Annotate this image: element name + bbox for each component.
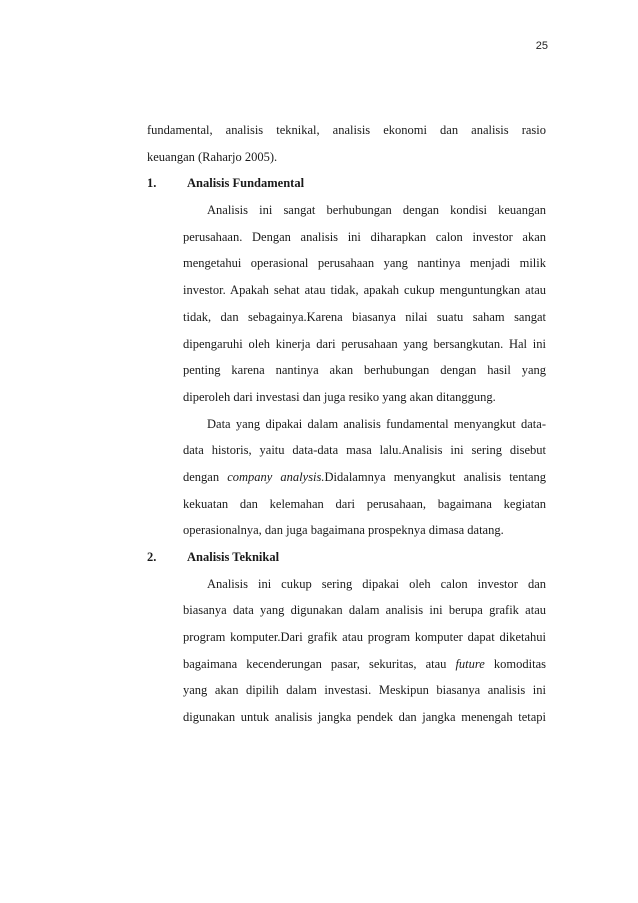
section-title: Analisis Teknikal bbox=[187, 550, 280, 564]
paragraph-line: program komputer.Dari grafik atau program komputer dapat diketahui bbox=[183, 630, 546, 645]
section-heading-1 bbox=[147, 170, 546, 197]
paragraph-line: tidak, dan sebagainya.Karena biasanya nilai suatu saham sangat bbox=[183, 309, 546, 324]
document-body bbox=[147, 117, 546, 731]
paragraph-line: dipengaruhi oleh kinerja dari perusahaan yang bersangkutan. Hal ini bbox=[183, 336, 546, 351]
paragraph-line: digunakan untuk analisis jangka pendek dan jangka menengah tetapi bbox=[183, 710, 546, 725]
paragraph-line: operasionalnya, dan juga bagaimana prospeknya dimasa datang. bbox=[183, 523, 504, 538]
intro-line: keuangan (Raharjo 2005). bbox=[147, 149, 278, 164]
paragraph-line: mengetahui operasional perusahaan yang nantinya menjadi milik bbox=[183, 256, 546, 271]
paragraph-line bbox=[147, 651, 546, 678]
paragraph-line bbox=[147, 464, 546, 491]
paragraph-line: biasanya data yang digunakan dalam analisis ini berupa grafik atau bbox=[183, 603, 546, 618]
paragraph-line: investor. Apakah sehat atau tidak, apakah cukup menguntungkan atau bbox=[183, 283, 546, 298]
paragraph-line: diperoleh dari investasi dan juga resiko yang akan ditanggung. bbox=[183, 389, 496, 404]
section-number: 2. bbox=[147, 550, 157, 564]
intro-line: fundamental, analisis teknikal, analisis ekonomi dan analisis rasio bbox=[147, 123, 546, 137]
text-run: dengan bbox=[183, 469, 228, 484]
section-number: 1. bbox=[147, 176, 157, 191]
paragraph-line: data historis, yaitu data-data masa lalu.Analisis ini sering disebut bbox=[183, 443, 546, 458]
paragraph-line: Analisis ini sangat berhubungan dengan kondisi keuangan bbox=[207, 203, 546, 218]
text-run: komoditas bbox=[484, 656, 546, 671]
page-number: 25 bbox=[535, 40, 548, 52]
paragraph-line: penting karena nantinya akan berhubungan dengan hasil yang bbox=[183, 363, 546, 378]
text-run: Didalamnya menyangkut analisis tentang bbox=[324, 469, 546, 484]
paragraph-line: Data yang dipakai dalam analisis fundamental menyangkut data- bbox=[207, 416, 546, 431]
paragraph-line: perusahaan. Dengan analisis ini diharapkan calon investor akan bbox=[183, 229, 546, 244]
paragraph-line: yang akan dipilih dalam investasi. Meskipun biasanya analisis ini bbox=[183, 683, 546, 698]
italic-term: future bbox=[455, 656, 485, 671]
text-run: bagaimana kecenderungan pasar, sekuritas, atau bbox=[183, 656, 456, 671]
section-title: Analisis Fundamental bbox=[187, 176, 305, 191]
italic-term: company analysis. bbox=[227, 469, 325, 484]
paragraph-line: Analisis ini cukup sering dipakai oleh calon investor dan bbox=[207, 576, 546, 591]
section-heading-2 bbox=[147, 544, 546, 571]
paragraph-line: kekuatan dan kelemahan dari perusahaan, bagaimana kegiatan bbox=[183, 496, 546, 511]
